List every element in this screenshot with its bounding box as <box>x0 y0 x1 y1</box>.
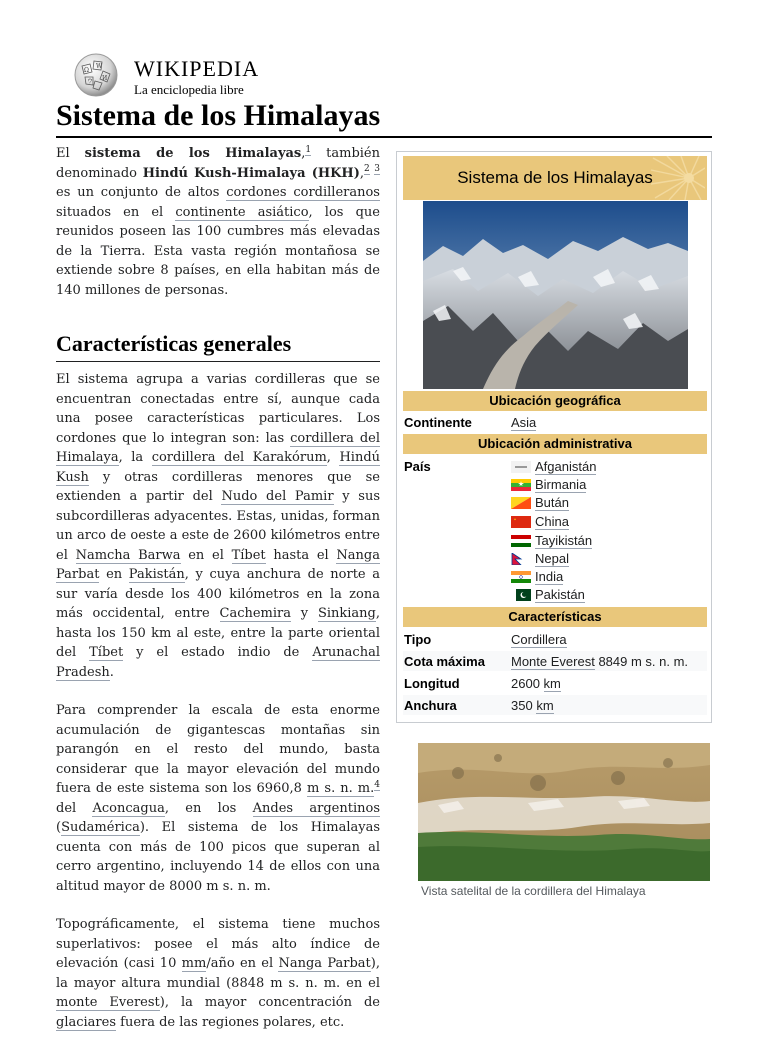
india-flag-icon <box>511 571 531 583</box>
infobox-title <box>403 156 707 200</box>
nepal-flag-icon <box>511 553 531 565</box>
link[interactable]: m s. n. m. <box>307 781 375 796</box>
continent-link[interactable]: Asia <box>511 415 537 430</box>
link[interactable]: Andes argentinos <box>252 800 380 816</box>
china-flag-icon <box>511 516 531 528</box>
ref-link[interactable]: 4 <box>374 779 380 790</box>
ref-link[interactable]: 2 <box>364 164 370 175</box>
link[interactable]: cordillera del Himalaya <box>56 430 380 465</box>
satellite-image[interactable] <box>418 743 710 881</box>
page-title: Sistema de los Himalayas <box>56 98 712 138</box>
intro-paragraph: El sistema de los Himalayas,$^1$ también denominado Hindú Kush-Himalaya (HKH),$^{2 3}$ es un conjunto de altos cordones cordilleranos situados en el continente asiático, los que reunidos poseen las 100 cumbres más elevadas de la Tierra. Esta vasta región montañosa se extiende sobre 8 países, en ella habitan más de 140 millones de personas. <box>56 144 380 298</box>
paragraph-2: Para comprender la escala de esta enorme acumulación de gigantescas montañas sin parangón en el resto del mundo, basta considerar que la mayor elevación del mundo fuera de este sistema son los 6960,8 m s. n. m.$^4$ del Aconcagua, en los Andes argentinos (Sudamérica). El sistema de los Himalayas cuenta con más de 100 picos que superan al cerro argentino, incluyendo 14 de ellos con una altitud mayor de 8000 m s. n. m. <box>56 703 380 894</box>
svg-text:ウ: ウ <box>87 78 94 85</box>
mountain-photo[interactable] <box>423 201 688 389</box>
continent-label: Continente <box>404 415 472 430</box>
infobox-section-geo: Ubicación geográfica <box>403 391 707 411</box>
country-pakistan[interactable]: Pakistán <box>511 587 585 603</box>
link[interactable]: Aconcagua <box>92 800 165 816</box>
height-value: Monte Everest 8849 m s. n. m. <box>511 654 689 669</box>
country-tayikistan[interactable]: Tayikistán <box>511 533 592 549</box>
link[interactable]: Tíbet <box>231 547 266 563</box>
infobox-title-text: Sistema de los Himalayas <box>457 168 653 187</box>
article-body <box>56 144 380 1051</box>
type-label: Tipo <box>404 632 432 647</box>
link[interactable]: Pakistán <box>128 567 185 582</box>
svg-text:W: W <box>96 63 103 70</box>
height-label: Cota máxima <box>404 654 485 669</box>
link[interactable]: Hindú Kush <box>56 450 381 485</box>
link[interactable]: Tíbet <box>89 645 124 660</box>
ref-link[interactable]: 1 <box>305 144 312 155</box>
link[interactable]: Cachemira <box>219 606 292 621</box>
country-china[interactable]: China <box>511 514 569 530</box>
type-link[interactable]: Cordillera <box>511 632 567 647</box>
image-caption: Vista satelital de la cordillera del Himalaya <box>421 884 646 898</box>
wikipedia-wordmark: WIKIPEDIA <box>134 56 260 81</box>
tajikistan-flag-icon <box>511 535 531 547</box>
sunburst-decoration-icon <box>649 156 705 200</box>
link[interactable]: glaciares <box>56 1014 116 1030</box>
length-label: Longitud <box>404 676 460 691</box>
km-link[interactable]: km <box>543 676 561 691</box>
link[interactable]: Sudamérica <box>61 820 140 835</box>
section-heading: Características generales <box>56 330 380 362</box>
svg-text:Ω: Ω <box>84 67 89 74</box>
country-nepal[interactable]: Nepal <box>511 551 569 567</box>
myanmar-flag-icon <box>511 479 531 491</box>
bhutan-flag-icon <box>511 497 531 509</box>
pakistan-flag-icon <box>511 589 531 601</box>
everest-link[interactable]: Monte Everest <box>511 654 595 669</box>
length-value: 2600 km <box>511 676 561 691</box>
link[interactable]: Namcha Barwa <box>75 547 181 563</box>
country-birmania[interactable]: Birmania <box>511 477 586 493</box>
width-label: Anchura <box>404 698 457 713</box>
link-continente[interactable]: continente asiático <box>175 204 309 220</box>
infobox-section-char: Características <box>403 607 707 627</box>
infobox-section-admin: Ubicación administrativa <box>403 434 707 454</box>
km-link[interactable]: km <box>536 698 554 713</box>
link-cordones[interactable]: cordones cordilleranos <box>226 185 380 200</box>
link[interactable]: Arunachal Pradesh <box>56 645 380 680</box>
continent-value <box>511 415 536 430</box>
type-value <box>511 632 567 647</box>
wikipedia-tagline: La enciclopedia libre <box>134 82 244 97</box>
link[interactable]: cordillera del Karakórum <box>151 450 327 465</box>
link[interactable]: Nudo del Pamir <box>221 489 334 504</box>
link[interactable]: Nanga Parbat <box>56 547 380 582</box>
country-label: País <box>404 459 431 474</box>
paragraph-1: El sistema agrupa a varias cordilleras que se encuentran conectadas entre sí, aunque cada una posee características particulares. Los cordones que lo integran son: las cordillera del Himalaya, la cordillera del Karakórum, Hindú Kush y otras cordilleras menores que se extienden a partir del Nudo del Pamir y sus subcordilleras adyacentes. Estas, unidas, forman un arco de oeste a este de 2600 kilómetros entre el Namcha Barwa en el Tíbet hasta el Nanga Parbat en Pakistán, y cuya anchura de norte a sur varía desde los 400 kilómetros en la zona más occidental, entre Cachemira y Sinkiang, hasta los 150 km al este, entre la parte oriental del Tíbet y el estado indio de Arunachal Pradesh. <box>56 372 381 680</box>
country-afganistan[interactable]: Afganistán <box>511 459 596 475</box>
link[interactable]: mm <box>181 956 207 971</box>
link[interactable]: Nanga Parbat <box>278 956 371 971</box>
paragraph-3: Topográficamente, el sistema tiene muchos superlativos: posee el más alto índice de elevación (casi 10 mm/año en el Nanga Parbat), la mayor altura mundial (8848 m s. n. m. en el monte Everest), la mayor concentración de glaciares fuera de las regiones polares, etc. <box>56 917 380 1030</box>
svg-text:И: И <box>102 75 108 82</box>
width-value: 350 km <box>511 698 554 713</box>
ref-link[interactable]: 3 <box>374 164 380 175</box>
wikipedia-globe-icon <box>72 52 120 98</box>
afghanistan-flag-icon <box>511 461 531 473</box>
country-butan[interactable]: Bután <box>511 495 569 511</box>
link[interactable]: Sinkiang <box>317 606 376 621</box>
link[interactable]: monte Everest <box>56 995 160 1010</box>
infobox <box>396 151 712 723</box>
country-india[interactable]: India <box>511 569 563 585</box>
